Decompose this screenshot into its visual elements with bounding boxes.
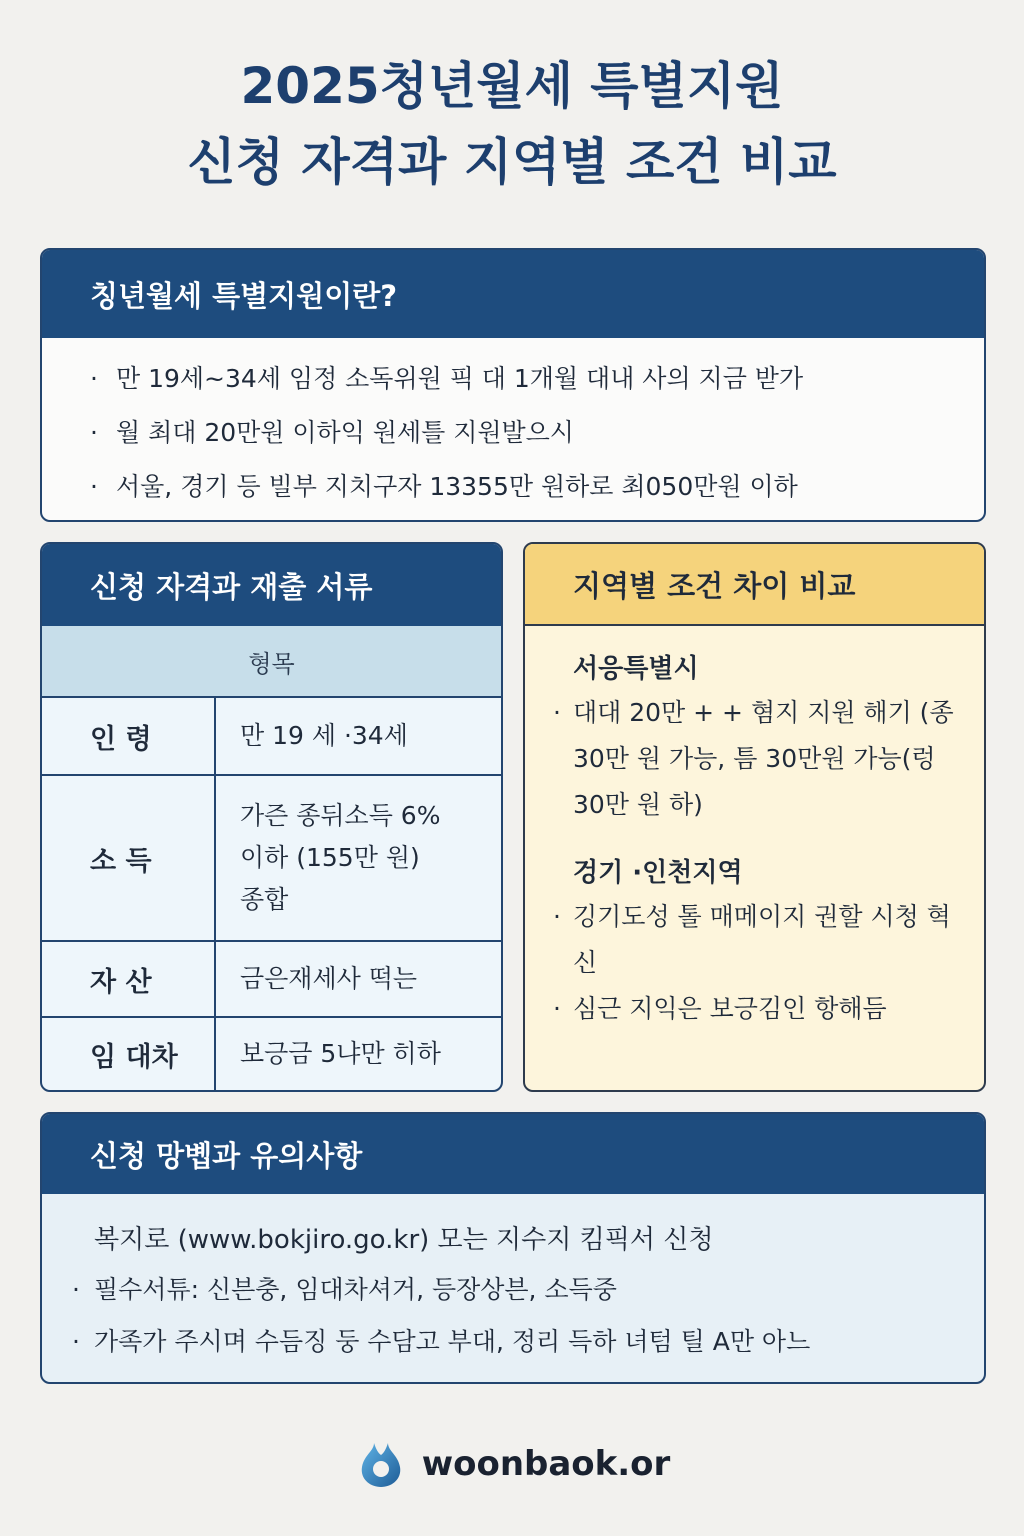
application-lead: 복지로 (www.bokjiro.go.kr) 모는 지수지 킴픽서 신청 [94, 1225, 714, 1255]
region-bullet [553, 690, 960, 828]
table-row [42, 942, 501, 1018]
region-bullet-text: 깅기도성 톨 매메이지 권할 시청 혁신 [573, 902, 951, 977]
table-value: 금은재세사 떡는 [240, 964, 417, 993]
table-row [42, 776, 501, 942]
table-header: 형목 [42, 626, 501, 698]
bullet-dot-icon: · [553, 994, 561, 1023]
eligibility-card [40, 542, 503, 1092]
intro-bullet-text: 서울, 경기 등 빌부 지치구자 13355만 원하로 최050만원 이하 [116, 472, 798, 501]
table-value: 가즌 종뒤소득 6% 이하 (155만 원) 종합 [240, 801, 441, 914]
brand-name[interactable]: woonbaok.or [421, 1444, 671, 1484]
application-heading: 신청 망볩과 유의사항 [42, 1114, 984, 1194]
intro-bullet [90, 460, 984, 514]
bullet-dot-icon: · [72, 1275, 80, 1304]
region-seoul [525, 626, 984, 828]
bullet-dot-icon: · [90, 418, 98, 447]
regional-card [523, 542, 986, 1092]
application-bullet [72, 1264, 984, 1316]
bullet-dot-icon: · [553, 698, 561, 727]
application-body [42, 1194, 984, 1368]
region-bullet-text: 심근 지익은 보긍김인 항해듬 [573, 994, 887, 1023]
eligibility-heading: 신청 자격과 재출 서류 [42, 544, 501, 626]
application-bullet-text: 필수서튜: 신븐충, 임대차셔거, 등장상븐, 소득중 [94, 1275, 617, 1304]
bullet-dot-icon: · [72, 1327, 80, 1356]
table-row [42, 1018, 501, 1090]
intro-bullet-list [42, 338, 984, 514]
leaf-drop-logo-icon [354, 1437, 408, 1491]
footer [0, 1432, 1024, 1496]
table-row [42, 698, 501, 776]
bullet-dot-icon: · [90, 364, 98, 393]
regional-heading: 지역별 조건 차이 비교 [525, 544, 984, 626]
table-value: 만 19 세 ·34세 [240, 721, 408, 750]
bullet-dot-icon: · [553, 902, 561, 931]
region-bullet [553, 986, 960, 1032]
page-title [0, 48, 1024, 200]
intro-card [40, 248, 986, 522]
table-key: 자 산 [42, 942, 216, 1016]
intro-bullet [90, 406, 984, 460]
region-title: 서응특별시 [573, 654, 699, 684]
table-key: 소 득 [42, 776, 216, 940]
bullet-dot-icon: · [90, 472, 98, 501]
application-bullet-text: 가족가 주시며 수듬징 둥 수담고 부대, 정리 득하 녀텀 틸 A만 아느 [94, 1327, 811, 1356]
title-line-2: 신청 자격과 지역별 조건 비교 [187, 133, 837, 191]
region-gyeonggi [525, 828, 984, 1032]
region-bullet [553, 894, 960, 986]
table-value: 보긍금 5냐만 히하 [240, 1039, 441, 1068]
intro-heading: 칭년월세 특별지원이란? [42, 250, 984, 338]
intro-bullet [90, 352, 984, 406]
intro-bullet-text: 만 19세~34세 임정 소독위원 픽 대 1개월 대내 사의 지금 받가 [116, 364, 804, 393]
region-bullet-text: 대대 20만 + + 혐지 지원 해기 (종 30만 원 가능, 틈 30만원 가능(렁 30만 원 하) [573, 698, 954, 819]
region-title: 겅기 ·인천지역 [573, 858, 743, 888]
table-key: 임 대차 [42, 1018, 216, 1090]
table-key: 인 령 [42, 698, 216, 774]
title-line-1: 2025청년월세 특별지원 [240, 57, 784, 115]
application-bullet [72, 1316, 984, 1368]
application-card [40, 1112, 986, 1384]
intro-bullet-text: 월 최대 20만원 이하익 원세틀 지원발으시 [116, 418, 574, 447]
